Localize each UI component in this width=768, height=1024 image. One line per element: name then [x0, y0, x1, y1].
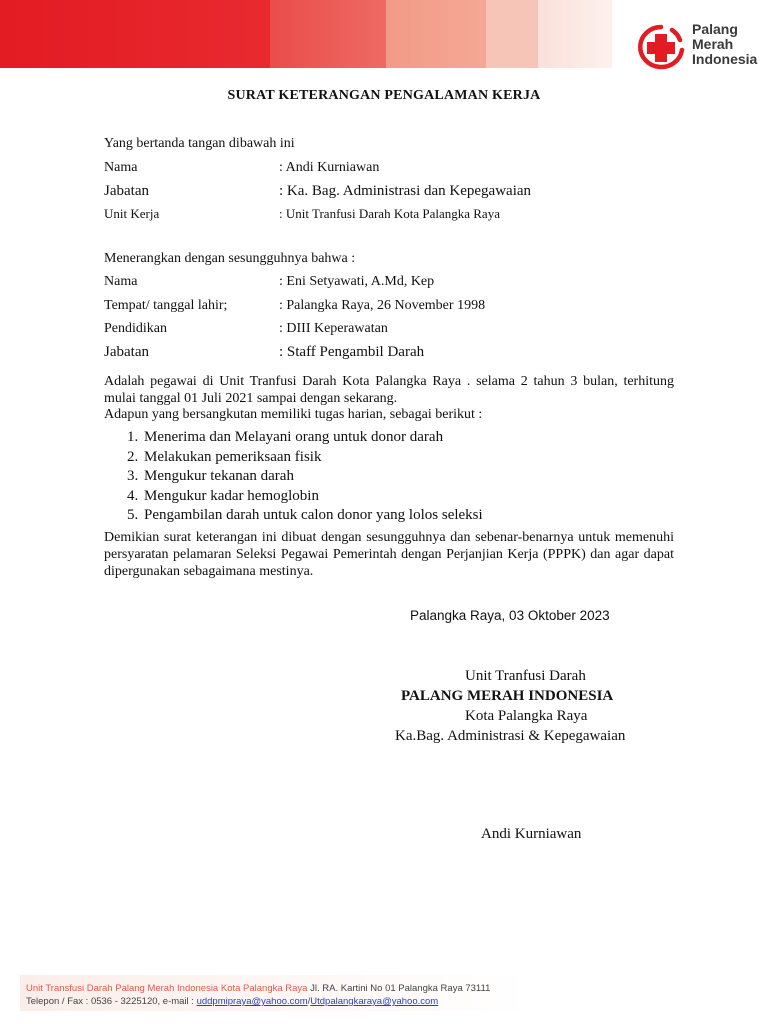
- list-item: 1. Menerima dan Melayani orang untuk donor darah: [142, 428, 483, 448]
- footer-org: Unit Transfusi Darah Palang Merah Indonesia Kota Palangka Raya: [26, 983, 308, 994]
- signature-unit: Unit Tranfusi Darah: [465, 668, 586, 684]
- footer-email-link[interactable]: uddpmipraya@yahoo.com: [196, 996, 308, 1007]
- subject-position-label: Jabatan: [104, 344, 149, 360]
- document-title: SURAT KETERANGAN PENGALAMAN KERJA: [227, 88, 541, 103]
- footer-phone: Telepon / Fax : 0536 - 3225120, e-mail :: [26, 996, 197, 1007]
- place-date: Palangka Raya, 03 Oktober 2023: [410, 608, 610, 623]
- list-item: 3. Mengukur tekanan darah: [142, 467, 483, 487]
- footer-contact: [26, 996, 438, 1007]
- subject-education-label: Pendidikan: [104, 321, 167, 336]
- red-cross-icon: [636, 24, 686, 70]
- subject-name-label: Nama: [104, 274, 138, 289]
- footer-address: [26, 983, 490, 994]
- employment-paragraph: Adalah pegawai di Unit Tranfusi Darah Kota Palangka Raya . selama 2 tahun 3 bulan, terhitung mulai tanggal 01 Juli 2021 sampai dengan sekarang.: [104, 374, 674, 406]
- signer-name-label: Nama: [104, 160, 138, 175]
- signer-unit-value: : Unit Tranfusi Darah Kota Palangka Raya: [279, 206, 500, 221]
- footer-email-separator: /: [307, 996, 311, 1007]
- footer-email-link-2[interactable]: Utdpalangkaraya@yahoo.com: [310, 996, 439, 1007]
- signature-position: Ka.Bag. Administrasi & Kepegawaian: [395, 728, 626, 744]
- signer-unit-label: Unit Kerja: [104, 206, 160, 221]
- signature-city: Kota Palangka Raya: [465, 708, 588, 724]
- subject-birth-value: : Palangka Raya, 26 November 1998: [279, 298, 486, 313]
- pmi-logo: [634, 22, 764, 72]
- subject-education-value: : DIII Keperawatan: [279, 321, 388, 336]
- header-banner: [0, 0, 612, 68]
- logo-text: Palang Merah Indonesia: [692, 21, 758, 67]
- subject-birth-label: Tempat/ tanggal lahir;: [104, 298, 228, 313]
- duties-intro: Adapun yang bersangkutan memiliki tugas harian, sebagai berikut :: [104, 407, 483, 422]
- footer-street: Jl. RA. Kartini No 01 Palangka Raya 73111: [307, 983, 491, 994]
- signature-name: Andi Kurniawan: [481, 826, 582, 842]
- signer-name-value: : Andi Kurniawan: [279, 160, 380, 175]
- signer-position-value: : Ka. Bag. Administrasi dan Kepegawaian: [279, 183, 532, 199]
- subject-position-value: : Staff Pengambil Darah: [279, 344, 425, 360]
- subject-intro: Menerangkan dengan sesungguhnya bahwa :: [104, 251, 356, 266]
- list-item: 4. Mengukur kadar hemoglobin: [142, 487, 483, 507]
- subject-name-value: : Eni Setyawati, A.Md, Kep: [279, 274, 435, 289]
- signer-intro: Yang bertanda tangan dibawah ini: [104, 136, 295, 151]
- signer-position-label: Jabatan: [104, 183, 149, 199]
- closing-paragraph: Demikian surat keterangan ini dibuat dengan sesungguhnya dan sebenar-benarnya untuk memenuhi persyaratan pelamaran Seleksi Pegawai Pemerintah dengan Perjanjian Kerja (PPPK) dan agar dapat dipergunakan sebagaimana mestinya.: [104, 530, 674, 579]
- list-item: 5. Pengambilan darah untuk calon donor yang lolos seleksi: [142, 506, 483, 526]
- list-item: 2. Melakukan pemeriksaan fisik: [142, 448, 483, 468]
- signature-org: PALANG MERAH INDONESIA: [401, 688, 614, 704]
- duties-list: [104, 428, 483, 526]
